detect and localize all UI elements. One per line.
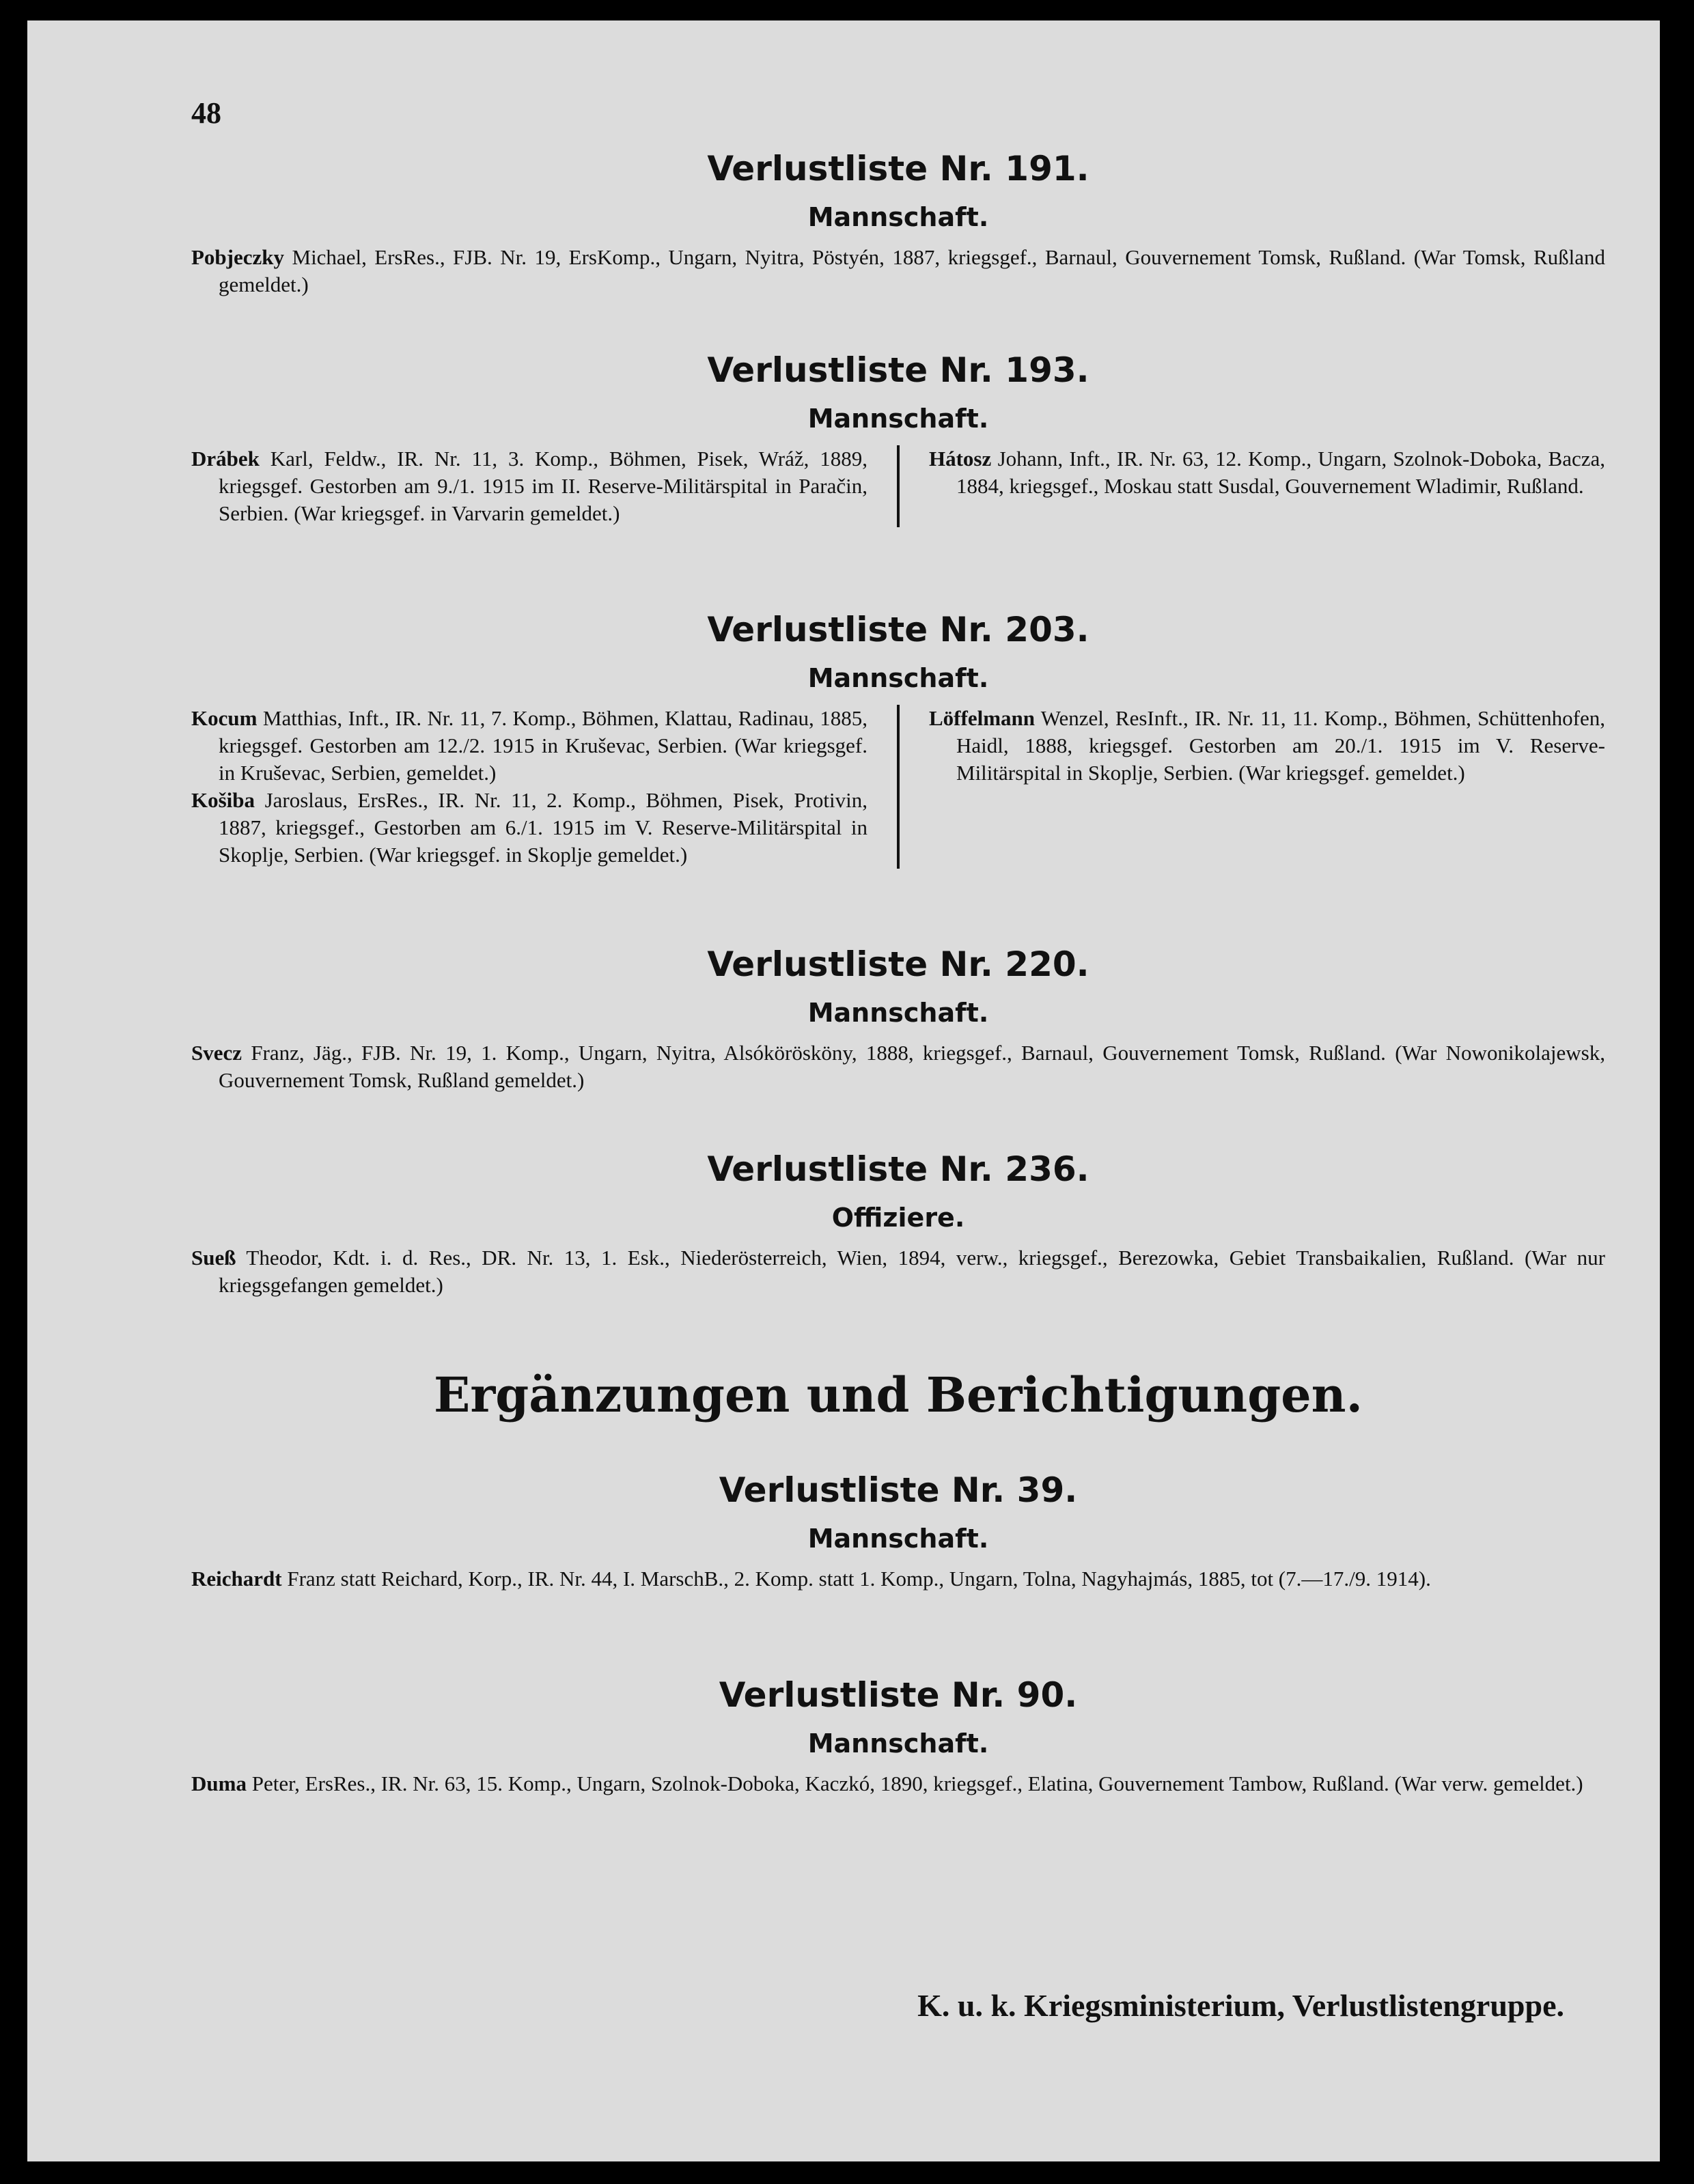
entry-name: Hátosz: [929, 447, 992, 471]
entry-name: Reichardt: [191, 1567, 282, 1591]
list-entry: [191, 244, 1605, 298]
section-subheading: Mannschaft.: [807, 1524, 989, 1554]
entry-name: Pobjeczky: [191, 245, 285, 269]
section-verlustliste-220: [191, 942, 1605, 1094]
list-entry: [191, 1039, 1605, 1094]
entry-text: Karl, Feldw., IR. Nr. 11, 3. Komp., Böhmen, Pisek, Wráž, 1889, kriegsgef. Gestorben am 9./1. 1915 im II. Reserve-Militärspital in Paračin, Serbien. (War kriegsgef. in Varvarin gemeldet.): [219, 447, 867, 525]
right-column: [929, 705, 1605, 869]
entry-text: Theodor, Kdt. i. d. Res., DR. Nr. 13, 1. Esk., Niederösterreich, Wien, 1894, verw., kriegsgef., Berezowka, Gebiet Transbaikalien, Rußland. (War nur kriegsgefangen gemeldet.): [219, 1246, 1605, 1297]
entry-name: Duma: [191, 1772, 247, 1795]
column-divider: [897, 445, 900, 527]
section-subheading: Mannschaft.: [807, 998, 989, 1028]
entry-name: Sueß: [191, 1246, 236, 1270]
list-entry: [191, 1565, 1605, 1593]
section-verlustliste-203: [191, 608, 1605, 869]
entry-name: Löffelmann: [929, 706, 1035, 730]
list-entry: [929, 705, 1605, 787]
two-column-block: [191, 705, 1605, 869]
left-column: [191, 445, 867, 527]
section-verlustliste-193: [191, 348, 1605, 527]
list-entry: [191, 445, 867, 527]
section-subheading: Mannschaft.: [807, 1728, 989, 1759]
entry-name: Kocum: [191, 706, 258, 730]
entry-name: Svecz: [191, 1041, 242, 1065]
corrections-title: Ergänzungen und Berichtigungen.: [434, 1367, 1363, 1423]
footer-signature: K. u. k. Kriegsministerium, Verlustlistengruppe.: [917, 1988, 1564, 2023]
entry-text: Peter, ErsRes., IR. Nr. 63, 15. Komp., Ungarn, Szolnok-Doboka, Kaczkó, 1890, kriegsgef., Elatina, Gouvernement Tambow, Rußland. (War verw. gemeldet.): [251, 1772, 1583, 1795]
section-heading: Verlustliste Nr. 39.: [719, 1470, 1078, 1510]
entry-name: Košiba: [191, 788, 255, 812]
section-subheading: Offiziere.: [831, 1203, 965, 1233]
list-entry: [191, 705, 867, 787]
entry-text: Wenzel, ResInft., IR. Nr. 11, 11. Komp., Böhmen, Schüttenhofen, Haidl, 1888, kriegsgef. Gestorben am 20./1. 1915 im V. Reserve-Militärspital in Skoplje, Serbien. (War kriegsgef. gemeldet.): [956, 706, 1605, 785]
list-entry: [929, 445, 1605, 500]
section-heading: Verlustliste Nr. 191.: [707, 149, 1089, 188]
section-heading: Verlustliste Nr. 90.: [719, 1675, 1078, 1715]
list-entry: [191, 787, 867, 869]
entry-text: Johann, Inft., IR. Nr. 63, 12. Komp., Ungarn, Szolnok-Doboka, Bacza, 1884, kriegsgef., Moskau statt Susdal, Gouvernement Wladimir, Rußland.: [956, 447, 1605, 498]
right-column: [929, 445, 1605, 527]
section-verlustliste-191: [191, 147, 1605, 298]
entry-text: Jaroslaus, ErsRes., IR. Nr. 11, 2. Komp., Böhmen, Pisek, Protivin, 1887, kriegsgef., Gestorben am 6./1. 1915 im V. Reserve-Militärspital in Skoplje, Serbien. (War kriegsgef. in Skoplje gemeldet.): [219, 788, 868, 867]
section-verlustliste-90: [191, 1673, 1605, 1797]
section-heading: Verlustliste Nr. 236.: [707, 1149, 1089, 1189]
entry-text: Matthias, Inft., IR. Nr. 11, 7. Komp., Böhmen, Klattau, Radinau, 1885, kriegsgef. Gestorben am 12./2. 1915 in Kruševac, Serbien. (War kriegsgef. in Kruševac, Serbien, gemeldet.): [219, 706, 867, 785]
entry-text: Michael, ErsRes., FJB. Nr. 19, ErsKomp., Ungarn, Nyitra, Pöstyén, 1887, kriegsgef., Barnaul, Gouvernement Tomsk, Rußland. (War Tomsk, Rußland gemeldet.): [219, 245, 1606, 296]
page-number: 48: [191, 96, 221, 130]
section-subheading: Mannschaft.: [807, 202, 989, 232]
section-heading: Verlustliste Nr. 193.: [707, 350, 1089, 390]
left-column: [191, 705, 867, 869]
entry-text: Franz, Jäg., FJB. Nr. 19, 1. Komp., Ungarn, Nyitra, Alsókörösköny, 1888, kriegsgef., Barnaul, Gouvernement Tomsk, Rußland. (War Nowonikolajewsk, Gouvernement Tomsk, Rußland gemeldet.): [219, 1041, 1605, 1092]
section-subheading: Mannschaft.: [807, 663, 989, 693]
entry-name: Drábek: [191, 447, 260, 471]
section-subheading: Mannschaft.: [807, 404, 989, 434]
column-divider: [897, 705, 900, 869]
entry-text: Franz statt Reichard, Korp., IR. Nr. 44, I. MarschB., 2. Komp. statt 1. Komp., Ungarn, Tolna, Nagyhajmás, 1885, tot (7.—17./9. 1914).: [287, 1567, 1431, 1591]
document-page: [27, 20, 1660, 2161]
two-column-block: [191, 445, 1605, 527]
list-entry: [191, 1244, 1605, 1299]
section-verlustliste-236: [191, 1147, 1605, 1299]
list-entry: [191, 1770, 1605, 1797]
section-heading: Verlustliste Nr. 220.: [707, 944, 1089, 984]
section-verlustliste-39: [191, 1468, 1605, 1593]
section-heading: Verlustliste Nr. 203.: [707, 610, 1089, 649]
